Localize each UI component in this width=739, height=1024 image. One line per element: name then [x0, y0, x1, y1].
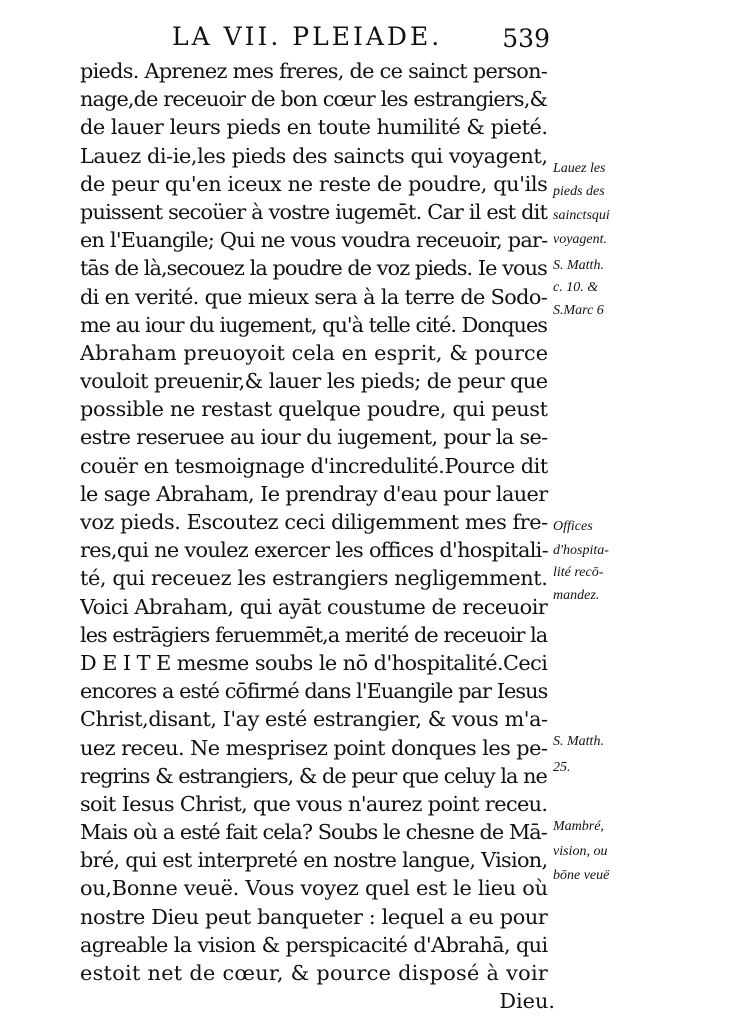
running-title: LA VII. PLEIADE. — [172, 22, 443, 51]
text-line: me au iour du iugement, qu'à telle cité. Donques — [80, 312, 547, 337]
text-line: de peur qu'en iceux ne reste de poudre, qu'ils — [80, 171, 548, 196]
text-line: pieds. Aprenez mes freres, de ce sainct person- — [80, 59, 548, 83]
margin-note: voyagent. — [553, 232, 608, 248]
text-line: les estrāgiers feruemmēt,a merité de receuoir la — [80, 622, 548, 647]
margin-note: 25. — [553, 759, 571, 775]
margin-note: c. 10. & — [553, 280, 599, 296]
text-line: voz pieds. Escoutez ceci diligemment mes fre- — [80, 510, 548, 534]
margin-note: d'hospita- — [553, 542, 609, 558]
text-line: Abraham preuoyoit cela en esprit, & pource — [80, 340, 549, 365]
text-line: Christ,disant, I'ay esté estrangier, & vous m'a- — [80, 707, 548, 732]
text-line: possible ne restast quelque poudre, qui peust — [80, 397, 548, 422]
text-line: puissent secoüer à vostre iugemēt. Car il est dit — [80, 199, 548, 224]
text-line: le sage Abraham, Ie prendray d'eau pour lauer — [80, 481, 548, 506]
page-number: 539 — [502, 24, 550, 53]
text-line: nage,de receuoir de bon cœur les estrangiers,& — [80, 87, 548, 112]
text-line: Lauez di-ie,les pieds des saincts qui voyagent, — [80, 143, 548, 168]
text-line: agreable la vision & perspicacité d'Abrahā, qui — [80, 932, 548, 957]
margin-note: S. Matth. — [553, 734, 604, 750]
text-line: estoit net de cœur, & pource disposé à voir — [80, 961, 549, 985]
text-line: soit Iesus Christ, que vous n'aurez point receu. — [80, 791, 548, 816]
text-line: couër en tesmoignage d'incredulité.Pource dit — [80, 453, 548, 478]
text-line: Mais où a esté fait cela? Soubs le chesne de Mā- — [80, 820, 547, 845]
text-line: ou,Bonne veuë. Vous voyez quel est le lieu où — [80, 876, 548, 901]
text-line: encores a esté cōfirmé dans l'Euangile par Iesus — [80, 679, 548, 704]
margin-note: Mambré, — [553, 818, 604, 834]
text-line: uez receu. Ne mesprisez point donques les pe- — [80, 735, 548, 760]
main-text-block — [80, 57, 555, 1015]
margin-note: bōne veuë — [553, 868, 610, 884]
margin-note: Lauez les — [553, 160, 606, 176]
text-line: bré, qui est interpreté en nostre langue, Vision, — [80, 848, 548, 873]
text-line: Dieu. — [499, 989, 555, 1014]
margin-note: S. Matth. — [553, 257, 604, 273]
text-line: di en verité. que mieux sera à la terre de Sodo- — [80, 284, 548, 309]
text-line: en l'Euangile; Qui ne vous voudra receuoir, par- — [80, 228, 548, 253]
page-header — [80, 22, 550, 56]
margin-note: S.Marc 6 — [553, 302, 604, 318]
margin-note: mandez. — [553, 587, 600, 603]
text-line: vouloit preuenir,& lauer les pieds; de peur que — [80, 369, 548, 394]
margin-note: pieds des — [553, 184, 605, 200]
text-line: estre reseruee au iour du iugement, pour la se- — [80, 425, 548, 450]
text-line: té, qui receuez les estrangiers negligemment. — [80, 566, 548, 591]
margin-note: Offices — [553, 518, 593, 534]
text-line: Voici Abraham, qui ayāt coustume de receuoir — [80, 594, 548, 619]
text-line: tās de là,secouez la poudre de voz pieds. Ie vous — [80, 256, 547, 281]
text-line: de lauer leurs pieds en toute humilité & pieté. — [80, 115, 548, 140]
margin-note: vision, ou — [553, 844, 608, 860]
text-line: res,qui ne voulez exercer les offices d'hospitali- — [80, 538, 549, 563]
text-line: D E I T E mesme soubs le nō d'hospitalité.Ceci — [80, 650, 548, 675]
text-line: regrins & estrangiers, & de peur que celuy la ne — [80, 763, 547, 788]
text-line: nostre Dieu peut banqueter : lequel a eu pour — [80, 904, 548, 929]
margin-note: sainctsqui — [553, 208, 610, 224]
margin-note: lité recō- — [553, 565, 604, 581]
